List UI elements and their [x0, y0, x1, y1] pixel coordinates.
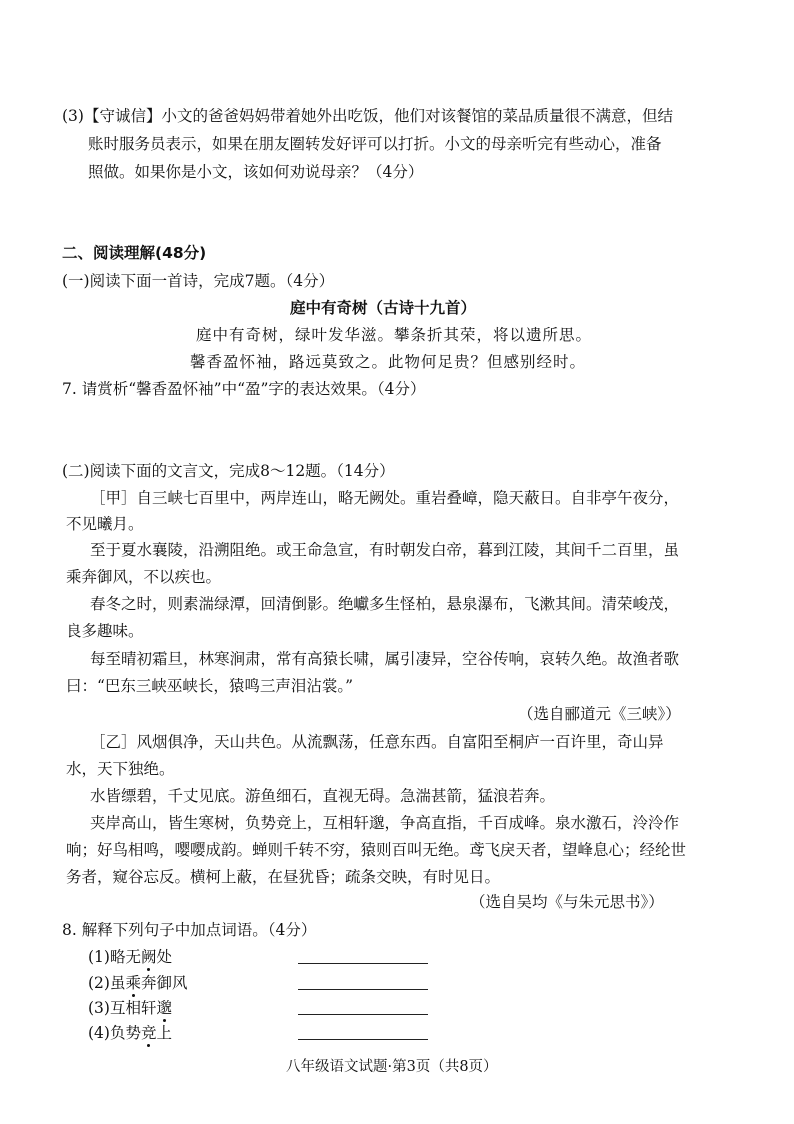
- jia-p2-line2: 乘奔御风，不以疾也。: [66, 568, 222, 586]
- q8-item-4-prefix: (4)负势: [88, 1024, 141, 1042]
- poem-line2: 馨香盈怀袖，路远莫致之。此物何足贵？但感别经时。: [190, 353, 587, 371]
- q8-item-2-prefix: (2)虽: [88, 974, 126, 992]
- part1-instruction: (一)阅读下面一首诗，完成7题。（4分）: [62, 272, 335, 290]
- yi-source: （选自吴均《与朱元思书》）: [470, 893, 664, 911]
- poem-title: 庭中有奇树（古诗十九首）: [290, 299, 477, 317]
- q8-answer-line-4[interactable]: [298, 1038, 428, 1040]
- q8-item-3: [88, 998, 172, 1018]
- yi-p3-line2: 响；好鸟相鸣，嘤嘤成韵。蝉则千转不穷，猿则百叫无绝。鸢飞戾天者，望峰息心；经纶世: [66, 841, 687, 859]
- yi-p1-line1: ［乙］风烟俱净，天山共色。从流飘荡，任意东西。自富阳至桐庐一百许里，奇山异: [90, 733, 664, 751]
- jia-p3-line1: 春冬之时，则素湍绿潭，回清倒影。绝巘多生怪柏，悬泉瀑布，飞漱其间。清荣峻茂，: [90, 595, 680, 613]
- q8-item-4-dotted-word: 竞: [140, 1024, 157, 1042]
- yi-p3-line3: 务者，窥谷忘反。横柯上蔽，在昼犹昏；疏条交映，有时见日。: [66, 868, 501, 886]
- q3-line1: (3)【守诚信】小文的爸爸妈妈带着她外出吃饭，他们对该餐馆的菜品质量很不满意，但结: [62, 107, 673, 125]
- q8-item-1-dotted-word: 阙: [140, 948, 157, 966]
- question-8-stem: 8. 解释下列句子中加点词语。（4分）: [62, 921, 317, 939]
- yi-p1-line2: 水，天下独绝。: [66, 760, 175, 778]
- poem-line1: 庭中有奇树，绿叶发华滋。攀条折其荣，将以遗所思。: [196, 326, 593, 344]
- q8-item-2-dotted-word: 乘: [125, 974, 141, 992]
- q3-line3: 照做。如果你是小文，该如何劝说母亲？（4分）: [88, 163, 424, 181]
- q8-item-1: [88, 947, 172, 967]
- jia-p4-line2: 曰：“巴东三峡巫峡长，猿鸣三声泪沾裳。”: [66, 677, 354, 695]
- q3-line2: 账时服务员表示，如果在朋友圈转发好评可以打折。小文的母亲听完有些动心，准备: [88, 135, 662, 153]
- part2-instruction: (二)阅读下面的文言文，完成8～12题。（14分）: [62, 462, 395, 480]
- yi-p2-line1: 水皆缥碧，千丈见底。游鱼细石，直视无碍。急湍甚箭，猛浪若奔。: [90, 787, 556, 805]
- q8-answer-line-2[interactable]: [298, 988, 428, 990]
- q8-item-1-prefix: (1)略无: [88, 948, 141, 966]
- q8-item-3-dotted-word: 邈: [156, 999, 172, 1017]
- q8-item-4: [88, 1023, 172, 1043]
- q8-item-3-prefix: (3)互相轩: [88, 999, 157, 1017]
- q8-item-4-suffix: 上: [156, 1024, 172, 1042]
- question-7: 7. 请赏析“馨香盈怀袖”中“盈”字的表达效果。（4分）: [62, 380, 426, 398]
- q8-item-2: [88, 973, 188, 993]
- jia-p2-line1: 至于夏水襄陵，沿溯阻绝。或王命急宣，有时朝发白帝，暮到江陵，其间千二百里，虽: [90, 541, 680, 559]
- jia-p1-line1: ［甲］自三峡七百里中，两岸连山，略无阙处。重岩叠嶂，隐天蔽日。自非亭午夜分，: [90, 489, 680, 507]
- q8-item-1-suffix: 处: [156, 948, 172, 966]
- q8-item-2-suffix: 奔御风: [140, 974, 188, 992]
- jia-source: （选自郦道元《三峡》）: [518, 705, 681, 723]
- section2-heading: 二、阅读理解(48分): [62, 244, 207, 262]
- jia-p3-line2: 良多趣味。: [66, 622, 144, 640]
- jia-p1-line2: 不见曦月。: [66, 515, 144, 533]
- q8-answer-line-1[interactable]: [298, 962, 428, 964]
- page-footer: 八年级语文试题·第3页（共8页）: [286, 1059, 498, 1075]
- q8-answer-line-3[interactable]: [298, 1013, 428, 1015]
- yi-p3-line1: 夹岸高山，皆生寒树，负势竞上，互相轩邈，争高直指，千百成峰。泉水激石，泠泠作: [90, 814, 680, 832]
- jia-p4-line1: 每至晴初霜旦，林寒涧肃，常有高猿长啸，属引凄异，空谷传响，哀转久绝。故渔者歌: [90, 650, 680, 668]
